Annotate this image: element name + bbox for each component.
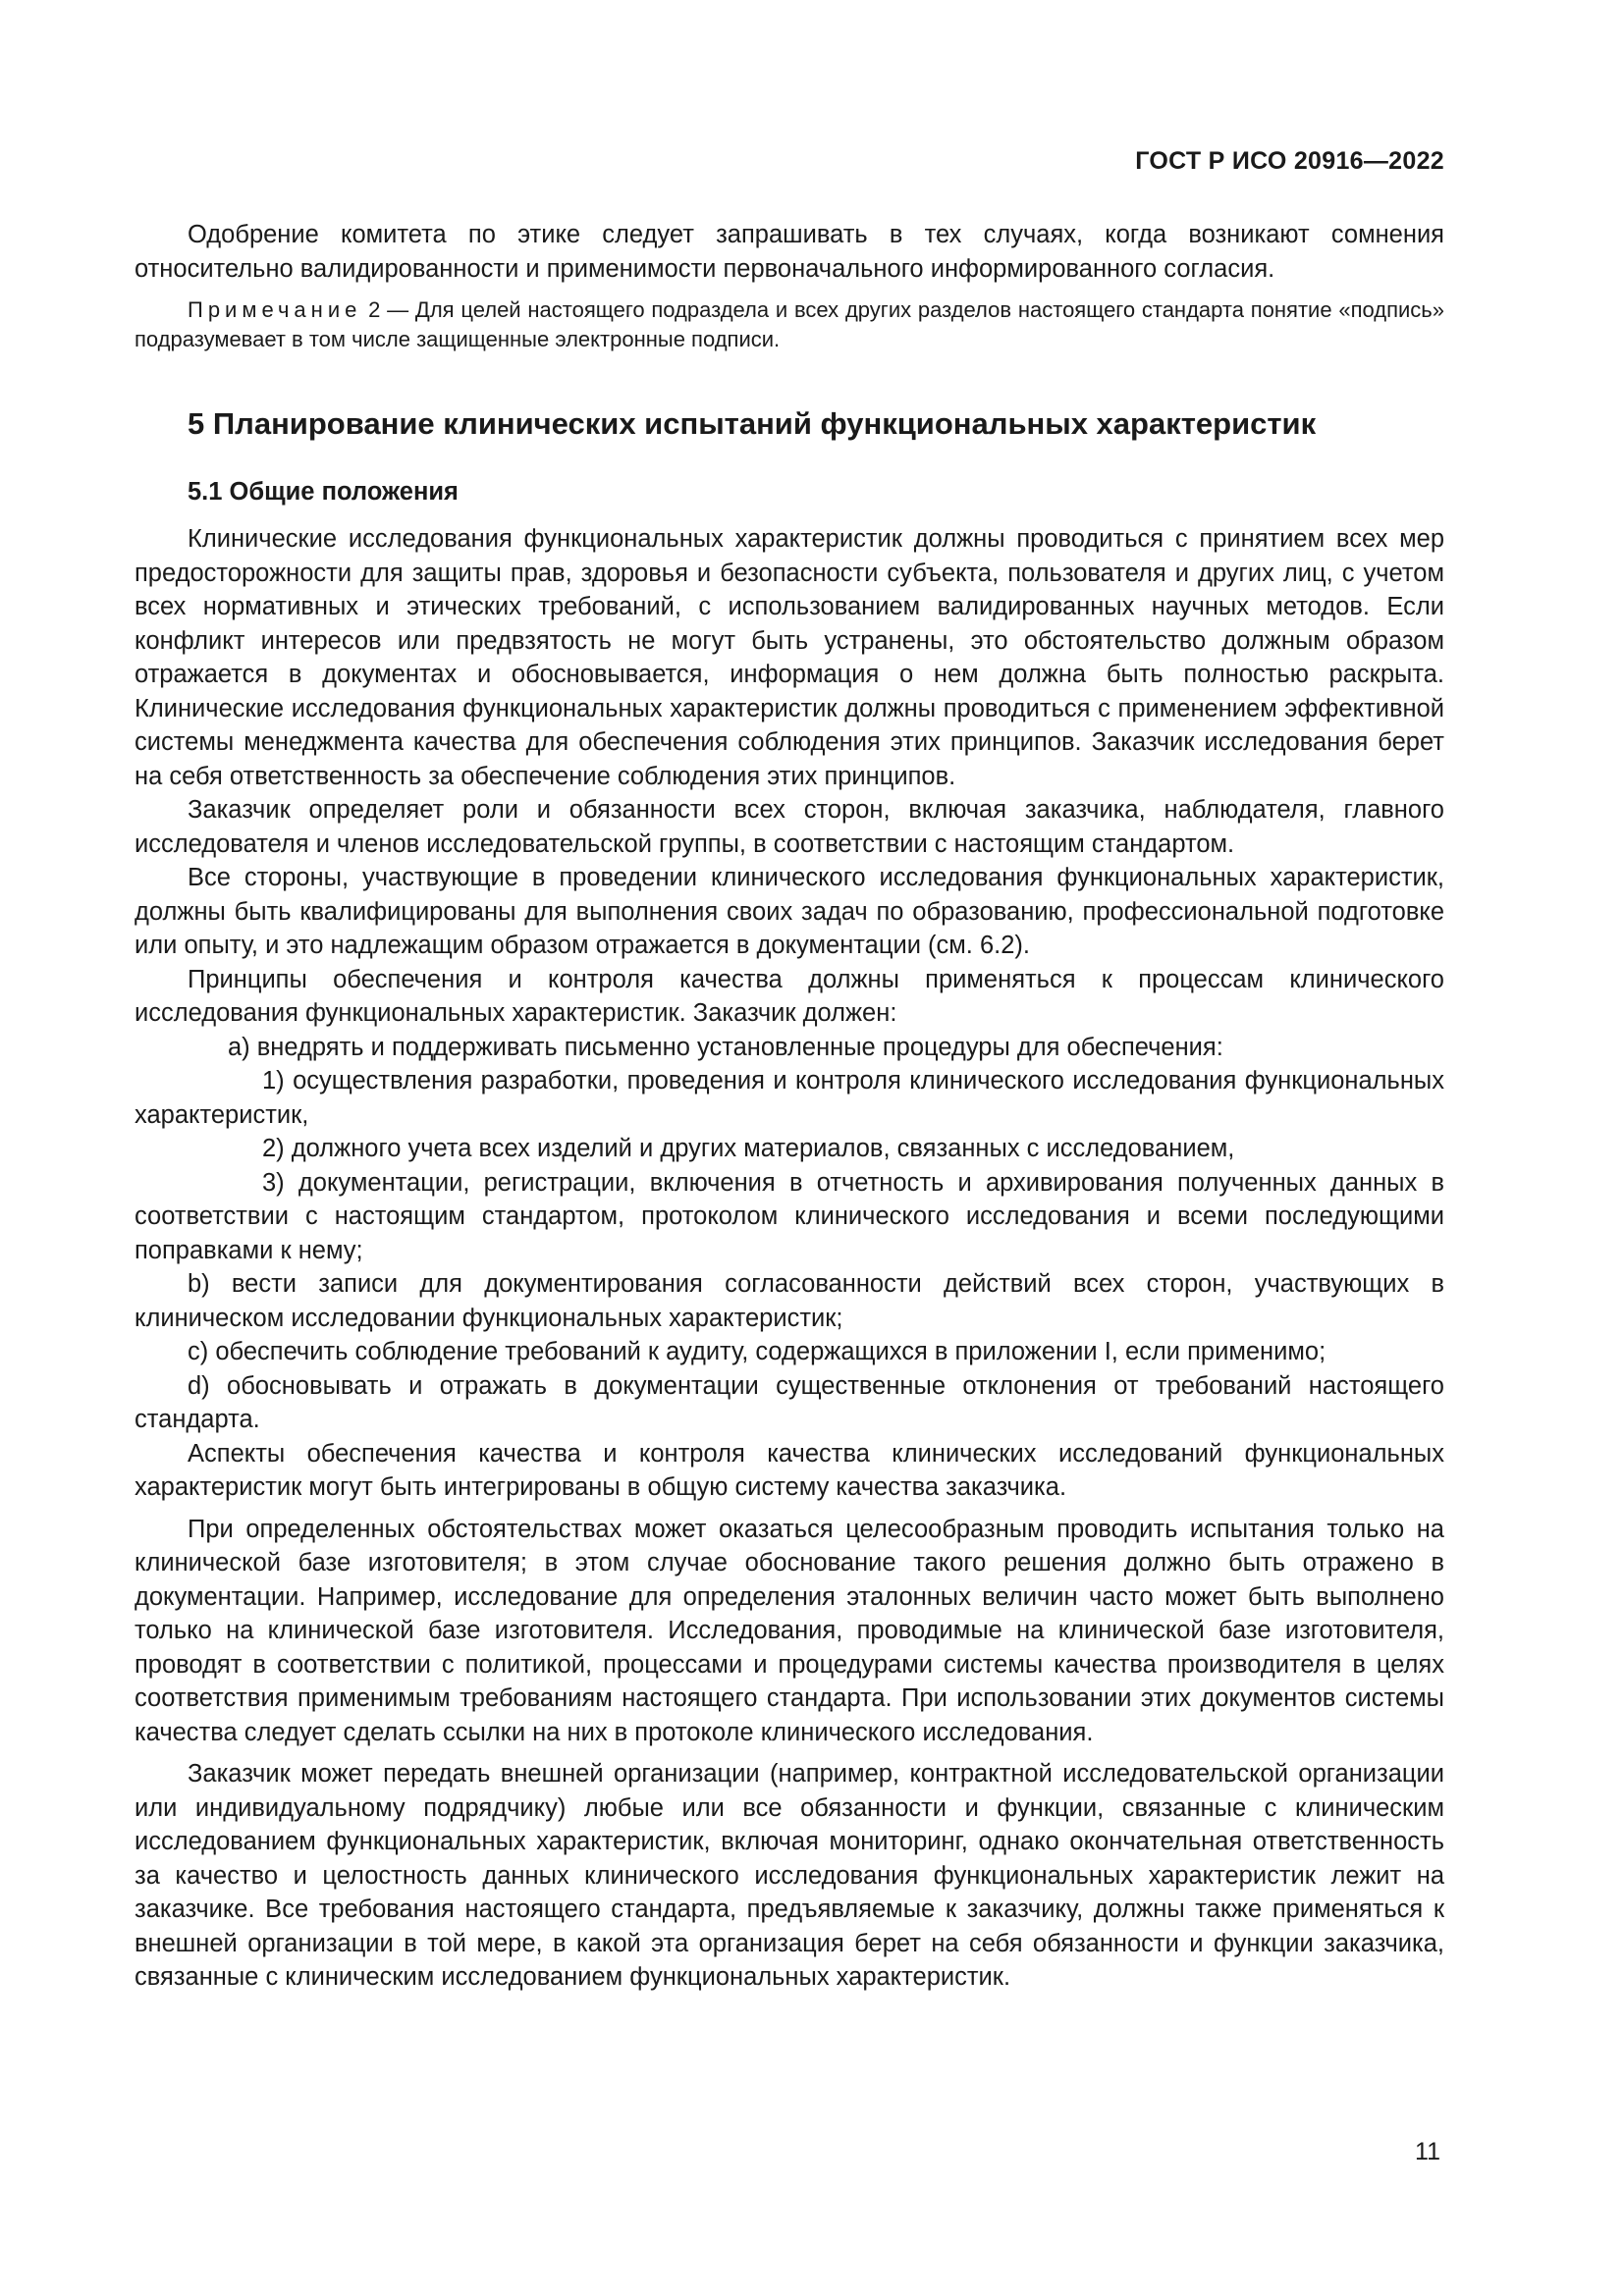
paragraph: Клинические исследования функциональных характеристик должны проводиться с принятием всех мер предосторожности для защиты прав, здоровья и безопасности субъекта, пользователя и других лиц, с учетом всех нормативных и этических требований, с использованием валидированных научных методов. Если конфликт интересов или предвзятость не могут быть устранены, это обстоятельство должным образом отражается в документах и обосновывается, информация о нем должна быть полностью раскрыта. Клинические исследования функциональных характеристик должны проводиться с применением эффективной системы менеджмента качества для обеспечения соблюдения этих принципов. Заказчик исследования берет на себя ответственность за обеспечение соблюдения этих принципов. — [135, 525, 1444, 790]
list-item-a3: 3) документации, регистрации, включения в отчетность и архивирования полученных данных в соответствии с настоящим стандартом, протоколом клинического исследования и всеми последующими поправками к нему; — [135, 1168, 1444, 1264]
section-5-title: 5 Планирование клинических испытаний функциональных характеристик — [188, 406, 1317, 441]
intro-paragraph: Одобрение комитета по этике следует запрашивать в тех случаях, когда возникают сомнения относительно валидированности и применимости первоначального информированного согласия. — [135, 221, 1444, 283]
paragraph: Заказчик может передать внешней организации (например, контрактной исследовательской организации или индивидуальному подрядчику) любые или все обязанности и функции, связанные с клиническим исследованием функциональных характеристик, включая мониторинг, однако окончательная ответственность за качество и целостность данных клинического исследования функциональных характеристик лежит на заказчике. Все требования настоящего стандарта, предъявляемые к заказчику, должны также применяться к внешней организации в той мере, в какой эта организация берет на себя обязанности и функции заказчика, связанные с клиническим исследованием функциональных характеристик. — [135, 1760, 1444, 1991]
subsection-5-1-title: 5.1 Общие положения — [188, 478, 459, 506]
page-number: 11 — [1415, 2138, 1440, 2165]
paragraph: При определенных обстоятельствах может оказаться целесообразным проводить испытания только на клинической базе изготовителя; в этом случае обоснование такого решения должно быть отражено в документации. Например, исследование для определения эталонных величин часто может быть выполнено только на клинической базе изготовителя. Исследования, проводимые на клинической базе изготовителя, проводят в соответствии с политикой, процессами и процедурами системы качества производителя в целях соответствия применимым требованиям настоящего стандарта. При использовании этих документов системы качества следует сделать ссылки на них в протоколе клинического исследования. — [135, 1515, 1444, 1746]
document-header: ГОСТ Р ИСО 20916—2022 — [1135, 147, 1444, 175]
list-item-a2: 2) должного учета всех изделий и других материалов, связанных с исследованием, — [262, 1135, 1235, 1162]
list-item-a1: 1) осуществления разработки, проведения и контроля клинического исследования функциональных характеристик, — [135, 1067, 1444, 1129]
list-item-d: d) обосновывать и отражать в документации существенные отклонения от требований настоящего стандарта. — [135, 1371, 1444, 1433]
list-item-c: c) обеспечить соблюдение требований к аудиту, содержащихся в приложении I, если применимо; — [188, 1338, 1326, 1365]
note-paragraph — [135, 295, 1444, 354]
paragraph: Принципы обеспечения и контроля качества должны применяться к процессам клинического исследования функциональных характеристик. Заказчик должен: — [135, 965, 1444, 1027]
list-item-b: b) вести записи для документирования согласованности действий всех сторон, участвующих в клиническом исследовании функциональных характеристик; — [135, 1270, 1444, 1332]
document-body — [135, 218, 1444, 1995]
paragraph: Заказчик определяет роли и обязанности всех сторон, включая заказчика, наблюдателя, главного исследователя и членов исследовательской группы, в соответствии с настоящим стандартом. — [135, 796, 1444, 858]
paragraph: Аспекты обеспечения качества и контроля качества клинических исследований функциональных характеристик могут быть интегрированы в общую систему качества заказчика. — [135, 1439, 1444, 1501]
note-text: 2 — Для целей настоящего подраздела и всех других разделов настоящего стандарта понятие «подпись» подразумевает в том числе защищенные электронные подписи. — [135, 297, 1444, 351]
paragraph: Все стороны, участвующие в проведении клинического исследования функциональных характеристик, должны быть квалифицированы для выполнения своих задач по образованию, профессиональной подготовке или опыту, и это надлежащим образом отражается в документации (см. 6.2). — [135, 864, 1444, 959]
list-item-a: a) внедрять и поддерживать письменно установленные процедуры для обеспечения: — [228, 1033, 1223, 1061]
note-label: Примечание — [188, 297, 362, 322]
